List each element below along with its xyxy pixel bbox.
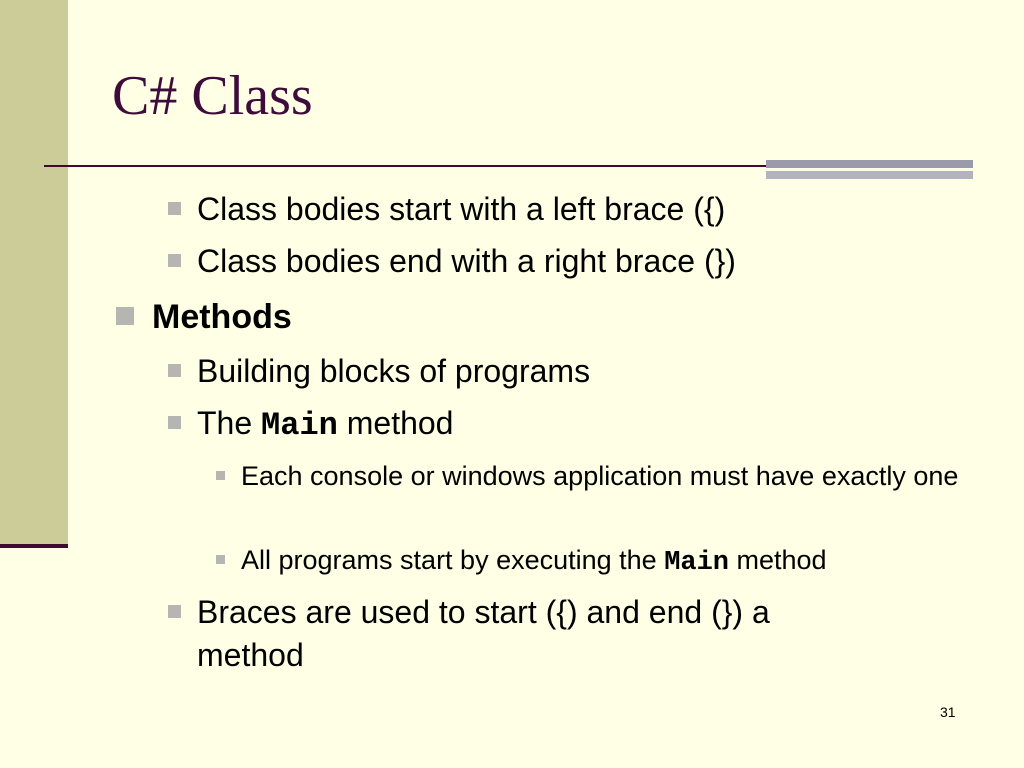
accent-bar-bottom [766,171,973,179]
left-decor-rule [0,544,68,548]
square-bullet-icon [168,202,181,215]
text-prefix: The [197,405,262,441]
square-bullet-icon [168,364,181,377]
bullet-text: Class bodies start with a left brace ({) [197,191,726,227]
bullet-text: Braces are used to start ({) and end (}) a method [197,594,770,673]
bullet-text [241,540,966,583]
bullet-text: Each console or windows application must have exactly one [241,461,959,491]
text-prefix: All programs start by executing the [241,545,665,575]
bullet-heading-text: Methods [152,298,292,336]
square-bullet-icon [216,555,225,564]
square-bullet-icon [216,471,225,480]
title-divider [44,165,766,167]
accent-bar-top [766,160,973,168]
bullet-text [197,402,877,447]
page-number: 31 [940,704,956,720]
left-decor-band [0,0,68,545]
square-bullet-icon [168,254,181,267]
square-bullet-icon [116,307,134,325]
text-suffix: method [729,545,827,575]
bullet-text: Class bodies end with a right brace (}) [197,243,736,279]
square-bullet-icon [168,416,181,429]
slide-title: C# Class [112,65,313,127]
code-keyword: Main [664,548,730,578]
text-suffix: method [337,405,454,441]
code-keyword: Main [261,407,338,444]
bullet-text: Building blocks of programs [197,353,591,389]
square-bullet-icon [168,605,181,618]
accent-bar [766,160,973,179]
